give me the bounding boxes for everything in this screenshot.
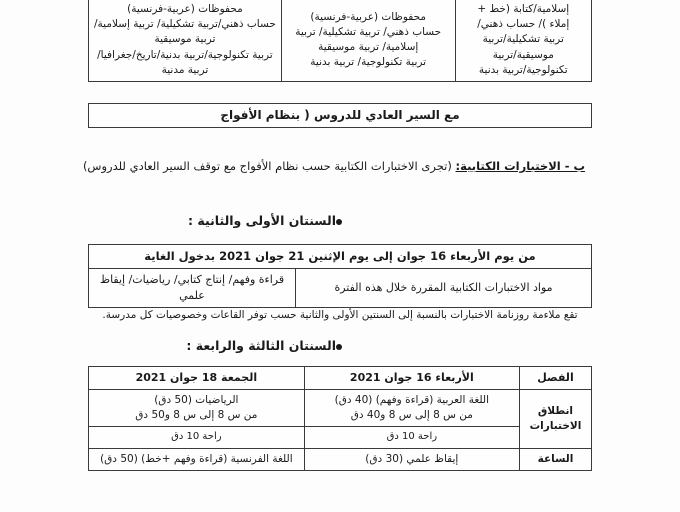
- bullet-dot-icon: [336, 219, 342, 225]
- bullet-label: السنتان الثالثة والرابعة :: [186, 338, 336, 353]
- text-line: محفوظات (عربية-فرنسية): [310, 10, 426, 23]
- schedule-note: تقع ملاءمة روزنامة الاختبارات بالنسبة إلى السنتين الأولى والثانية حسب توفر القاعات وخصوصيات كل مدرسة.: [102, 309, 578, 321]
- text-line: تربية موسيقية: [154, 33, 216, 46]
- column-header-day1: الأربعاء 16 جوان 2021: [304, 367, 519, 390]
- subjects-table: [88, 0, 592, 82]
- normal-course-row: [88, 103, 592, 128]
- cell-day2-session2: [89, 448, 305, 470]
- table-row: [89, 268, 592, 307]
- bullet-dot-icon: [336, 344, 342, 350]
- bullet-label: السنتان الأولى والثانية :: [188, 213, 336, 228]
- text-line: من س 8 إلى س 8 و40 دق: [350, 409, 473, 422]
- normal-course-text: مع السير العادي للدروس ( بنظام الأفواج: [89, 104, 592, 128]
- subjects-cell-second: [281, 0, 455, 82]
- text-line: إيقاظ علمي (30 دق): [365, 452, 459, 465]
- text-line: من س 8 إلى س 8 و50 دق: [135, 409, 258, 422]
- cell-day1-session2: [304, 448, 519, 470]
- written-exams-paragraph: [74, 158, 594, 175]
- text-line: الرياضيات (50 دق): [154, 393, 239, 406]
- table-row: [89, 389, 592, 426]
- table-row: [89, 0, 592, 82]
- exam-period-table: [88, 244, 592, 308]
- text-line: تربية تكنولوجية/تربية بدنية/تاريخ/جغرافيا/: [97, 48, 273, 61]
- column-header-class: الفصل: [519, 367, 591, 390]
- subjects-cell-third: [455, 0, 591, 82]
- cell-day2-session1: [89, 389, 305, 426]
- exam-subjects-list: قراءة وفهم/ إنتاج كتابي/ رياضيات/ إيقاظ علمي: [89, 268, 296, 307]
- text-line: تكنولوجية/تربية بدنية: [478, 63, 568, 76]
- bullet-first-second-years: [188, 213, 350, 228]
- subjects-cell-first: [89, 0, 282, 82]
- written-exams-label: ب - الاختبارات الكتابية:: [455, 159, 586, 173]
- table-row: [89, 245, 592, 269]
- row-label-hour: الساعة: [519, 448, 591, 470]
- table-row: [89, 104, 592, 128]
- text-line: إسلامية/ تربية موسيقية: [318, 41, 419, 54]
- exam-subjects-title: مواد الاختبارات الكتابية المقررة خلال هذه الفترة: [296, 268, 592, 307]
- written-exams-text: (تجرى الاختبارات الكتابية حسب نظام الأفواج مع توقف السير العادي للدروس): [82, 159, 452, 173]
- text-line: تربية تشكيلية/تربية: [482, 33, 564, 46]
- text-line: إملاء )/ حساب ذهني/: [477, 18, 570, 31]
- text-line: موسيقية/تربية: [492, 48, 554, 61]
- text-line: محفوظات (عربية-فرنسية): [127, 3, 243, 15]
- cell-day2-break: راحة 10 دق: [89, 427, 305, 449]
- table-row: [89, 427, 592, 449]
- text-line: اللغة الفرنسية (قراءة وفهم +خط) (50 دق): [100, 452, 293, 465]
- text-line: تربية تكنولوجية/ تربية بدنية: [310, 56, 427, 69]
- text-line: حساب ذهني/تربية تشكيلية/ تربية إسلامية/: [94, 18, 276, 31]
- row-label-exam-start: انطلاق الاختبارات: [519, 389, 591, 448]
- text-line: حساب ذهني/ تربية تشكيلية/ تربية: [295, 25, 442, 38]
- table-row: [89, 367, 592, 390]
- text-line: اللغة العربية (قراءة وفهم) (40 دق): [334, 393, 489, 406]
- cell-day1-session1: [304, 389, 519, 426]
- column-header-day2: الجمعة 18 جوان 2021: [89, 367, 305, 390]
- table-row: [89, 448, 592, 470]
- exam-schedule-table: [88, 366, 592, 471]
- text-line: تربية مدنية: [161, 63, 209, 76]
- text-line: إسلامية/كتابة (خط +: [477, 3, 570, 15]
- exam-period-header: من يوم الأربعاء 16 جوان إلى يوم الإثنين 21 جوان 2021 بدخول الغاية: [89, 245, 592, 269]
- cell-day1-break: راحة 10 دق: [304, 427, 519, 449]
- bullet-third-fourth-years: [186, 338, 350, 353]
